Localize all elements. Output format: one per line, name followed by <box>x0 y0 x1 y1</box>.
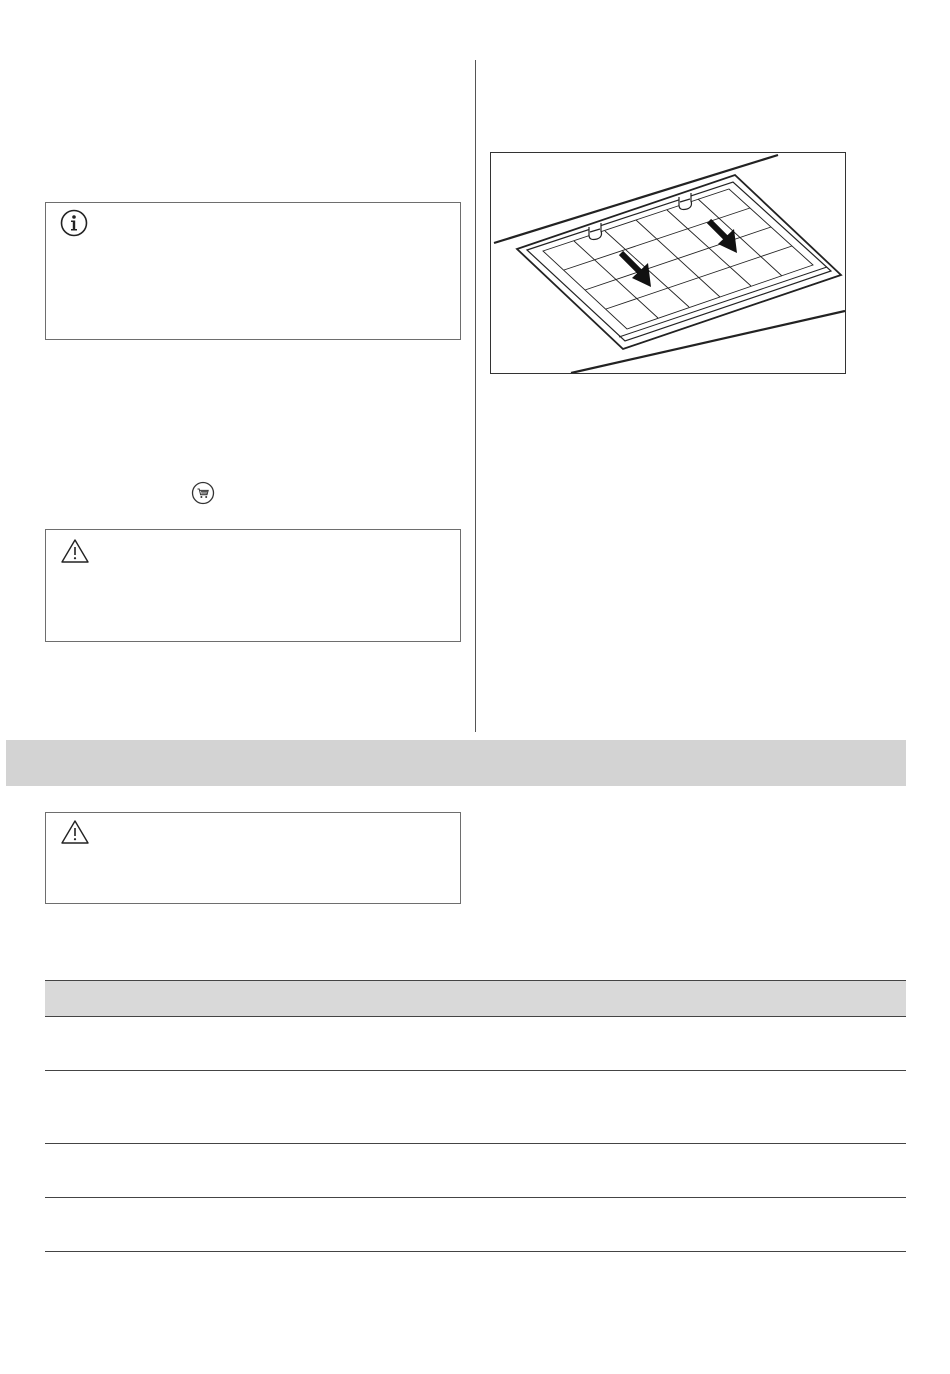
warning-box-2 <box>45 812 461 904</box>
info-icon <box>60 209 88 242</box>
filter-illustration <box>490 152 846 374</box>
table-header <box>45 980 906 1017</box>
table-row <box>45 1251 906 1252</box>
warning-box <box>45 529 461 642</box>
table-row <box>45 1070 906 1071</box>
info-box <box>45 202 461 340</box>
warning-icon <box>60 819 90 850</box>
column-divider <box>475 60 476 732</box>
section-heading-band <box>6 740 906 786</box>
table-row <box>45 1143 906 1144</box>
table-row <box>45 1197 906 1198</box>
shopping-cart-icon <box>191 481 215 510</box>
warning-icon <box>60 538 90 569</box>
